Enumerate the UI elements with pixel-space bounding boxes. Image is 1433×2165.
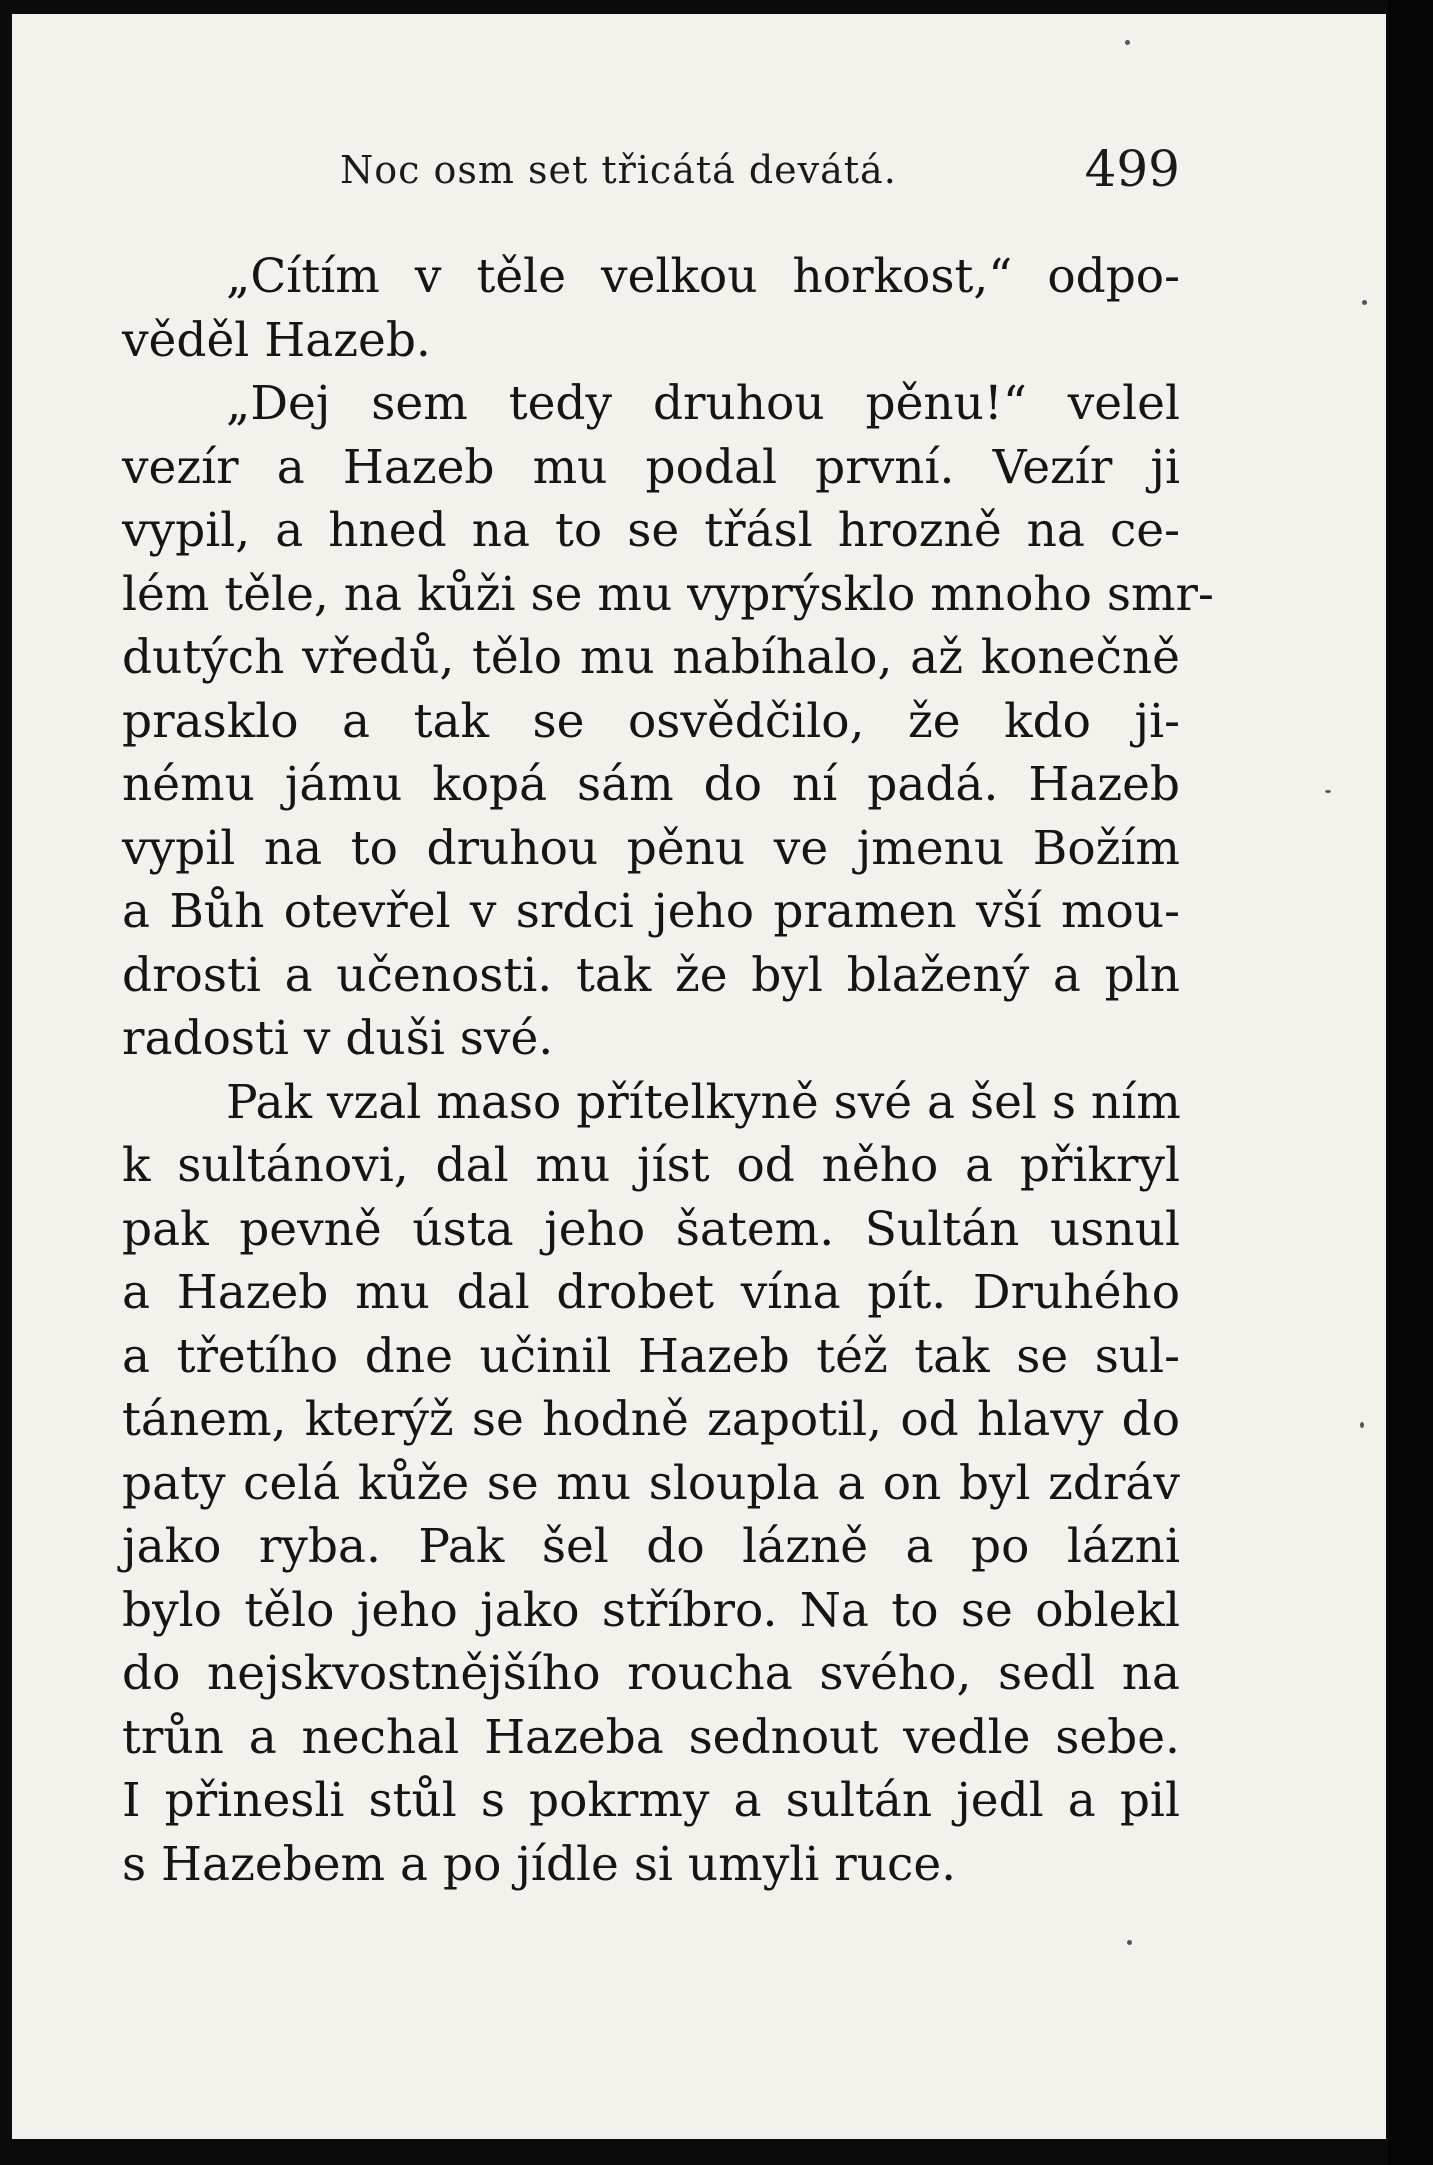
scan-speck <box>1325 790 1331 793</box>
scan-speck <box>1125 40 1130 45</box>
text-line: trůn a nechal Hazeba sednout vedle sebe. <box>122 1709 1180 1765</box>
text-line: vypil, a hned na to se třásl hrozně na ce- <box>122 503 1180 558</box>
paragraph <box>122 245 1180 372</box>
text-line: paty celá kůže se mu sloupla a on byl zdráv <box>122 1455 1180 1511</box>
text-line: I přinesli stůl s pokrmy a sultán jedl a pil <box>122 1773 1180 1828</box>
text-line: s Hazebem a po jídle si umyli ruce. <box>122 1836 957 1892</box>
text-line: prasklo a tak se osvědčilo, že kdo ji- <box>122 693 1180 749</box>
text-line: dutých vředů, tělo mu nabíhalo, až konečně <box>122 630 1180 685</box>
text-line: tánem, kterýž se hodně zapotil, od hlavy do <box>122 1392 1180 1447</box>
text-line: a Bůh otevřel v srdci jeho pramen vší mou- <box>122 884 1180 939</box>
text-line: k sultánovi, dal mu jíst od něho a přikryl <box>122 1138 1180 1193</box>
paragraph <box>122 1071 1180 1897</box>
text-line: „Dej sem tedy druhou pěnu!“ velel <box>226 376 1180 431</box>
text-line: a třetího dne učinil Hazeb též tak se sul- <box>122 1328 1180 1384</box>
text-line: „Cítím v těle velkou horkost,“ odpo- <box>226 249 1180 304</box>
text-line: do nejskvostnějšího roucha svého, sedl na <box>122 1646 1180 1701</box>
text-line: Pak vzal maso přítelkyně své a šel s ním <box>226 1074 1181 1130</box>
text-line: drosti a učenosti. tak že byl blažený a pln <box>122 947 1180 1003</box>
scan-speck <box>1127 1940 1132 1945</box>
page-number: 499 <box>1084 140 1180 198</box>
text-line: bylo tělo jeho jako stříbro. Na to se oblekl <box>122 1582 1180 1638</box>
text-line: a Hazeb mu dal drobet vína pít. Druhého <box>122 1265 1180 1320</box>
text-line: věděl Hazeb. <box>122 312 431 368</box>
text-line: vezír a Hazeb mu podal první. Vezír ji <box>122 439 1180 495</box>
text-line: pak pevně ústa jeho šatem. Sultán usnul <box>122 1201 1180 1257</box>
text-line: radosti v duši své. <box>122 1011 554 1066</box>
text-line: lém těle, na kůži se mu vyprýsklo mnoho smr- <box>122 566 1214 622</box>
page-header <box>122 140 1180 200</box>
running-title: Noc osm set třicátá devátá. <box>340 148 897 192</box>
scan-speck <box>1360 1422 1364 1428</box>
text-line: nému jámu kopá sám do ní padá. Hazeb <box>122 757 1180 812</box>
scan-speck <box>1362 300 1367 305</box>
scan-border <box>1388 0 1433 2165</box>
text-line: vypil na to druhou pěnu ve jmenu Božím <box>122 820 1180 876</box>
page-body <box>122 245 1214 1896</box>
paragraph <box>122 372 1214 1071</box>
text-line: jako ryba. Pak šel do lázně a po lázni <box>122 1519 1180 1574</box>
